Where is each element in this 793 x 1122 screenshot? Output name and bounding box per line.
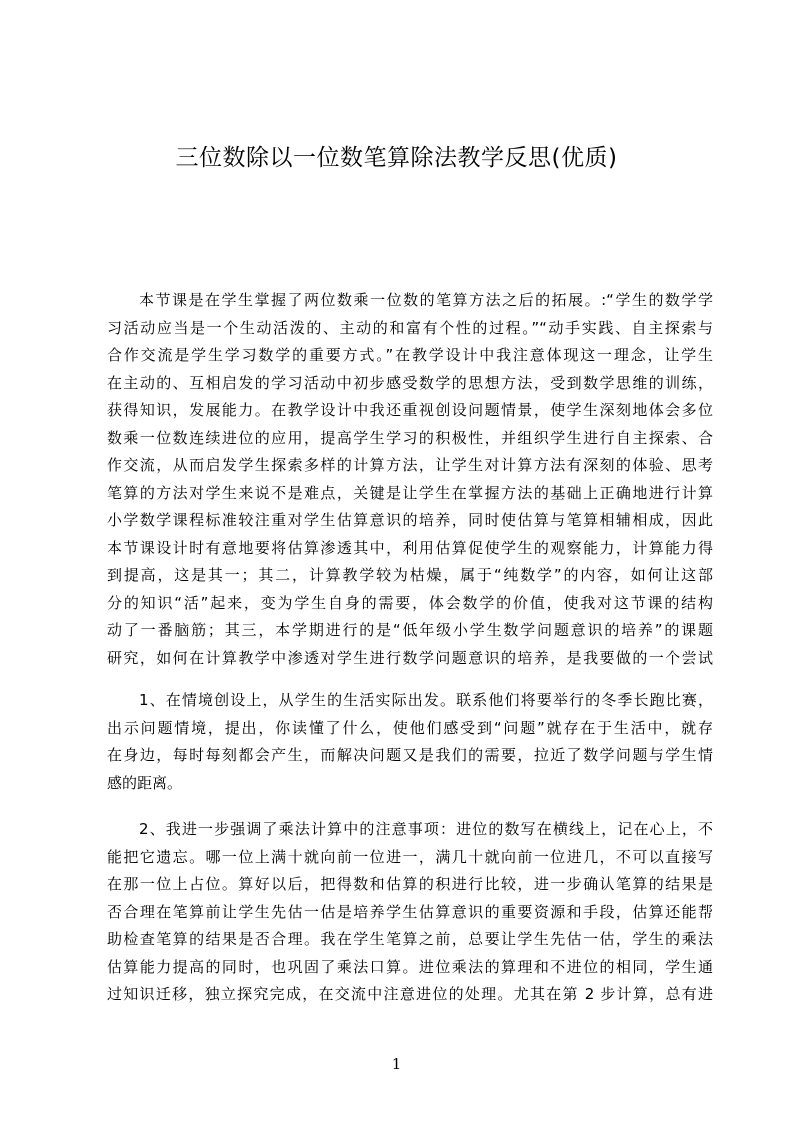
text-line: 动了一番脑筋；其三，本学期进行的是“低年级小学生数学问题意识的培养”的课题: [107, 621, 713, 639]
document-title: 三位数除以一位数笔算除法教学反思(优质): [175, 145, 618, 171]
text-line: 否合理在笔算前让学生先估一估是培养学生估算意识的重要资源和手段，估算还能帮: [107, 902, 713, 921]
text-line: 1、在情境创设上，从学生的生活实际出发。联系他们将要举行的冬季长跑比赛，: [139, 691, 713, 709]
text-line: 2、我进一步强调了乘法计算中的注意事项：进位的数写在横线上，记在心上，不: [139, 820, 713, 838]
text-line: 本节课设计时有意地要将估算渗透其中，利用估算促使学生的观察能力，计算能力得: [107, 538, 713, 557]
text-line: 获得知识，发展能力。在教学设计中我还重视创设问题情景，使学生深刻地体会多位: [107, 401, 713, 419]
page-number: 1: [391, 1055, 402, 1073]
text-line: 在那一位上占位。算好以后，把得数和估算的积进行比较，进一步确认笔算的结果是: [107, 875, 713, 893]
text-line: 笔算的方法对学生来说不是难点，关键是让学生在掌握方法的基础上正确地进行计算: [107, 483, 713, 502]
text-line: 小学数学课程标准较注重对学生估算意识的培养，同时使估算与笔算相辅相成，因此: [107, 511, 713, 529]
text-line: 出示问题情境，提出，你读懂了什么，使他们感受到“问题”就存在于生活中，就存: [107, 718, 713, 737]
text-line: 助检查笔算的结果是否合理。我在学生笔算之前，总要让学生先估一估，学生的乘法: [107, 930, 713, 948]
text-line: 感的距离。: [107, 773, 183, 792]
text-line: 作交流，从而启发学生探索多样的计算方法，让学生对计算方法有深刻的体验、思考: [107, 456, 713, 474]
text-line: 本节课是在学生掌握了两位数乘一位数的笔算方法之后的拓展。:“学生的数学学: [139, 291, 713, 309]
text-line: 在主动的、互相启发的学习活动中初步感受数学的思想方法，受到数学思维的训练，: [107, 373, 713, 392]
paragraph-1: [107, 287, 713, 672]
text-line: 估算能力提高的同时，也巩固了乘法口算。进位乘法的算理和不进位的相同，学生通: [107, 957, 713, 976]
text-line: 到提高，这是其一；其二，计算教学较为枯燥，属于“纯数学”的内容，如何让这部: [107, 566, 713, 584]
text-line: 过知识迁移，独立探究完成，在交流中注意进位的处理。尤其在第 2 步计算，总有进: [107, 985, 713, 1003]
paragraph-3: [107, 816, 713, 1009]
text-line: 合作交流是学生学习数学的重要方式。”在教学设计中我注意体现这一理念，让学生: [107, 346, 713, 364]
text-line: 分的知识“活”起来，变为学生自身的需要，体会数学的价值，使我对这节课的结构: [107, 593, 713, 612]
text-line: 在身边，每时每刻都会产生，而解决问题又是我们的需要，拉近了数学问题与学生情: [107, 746, 713, 764]
text-line: 数乘一位数连续进位的应用，提高学生学习的积极性，并组织学生进行自主探索、合: [107, 428, 713, 447]
paragraph-2: [107, 687, 713, 797]
text-line: 能把它遗忘。哪一位上满十就向前一位进一，满几十就向前一位进几，不可以直接写: [107, 847, 713, 866]
text-line: 习活动应当是一个生动活泼的、主动的和富有个性的过程。”“动手实践、自主探索与: [107, 318, 713, 337]
text-line: 研究，如何在计算教学中渗透对学生进行数学问题意识的培养，是我要做的一个尝试: [107, 648, 713, 667]
